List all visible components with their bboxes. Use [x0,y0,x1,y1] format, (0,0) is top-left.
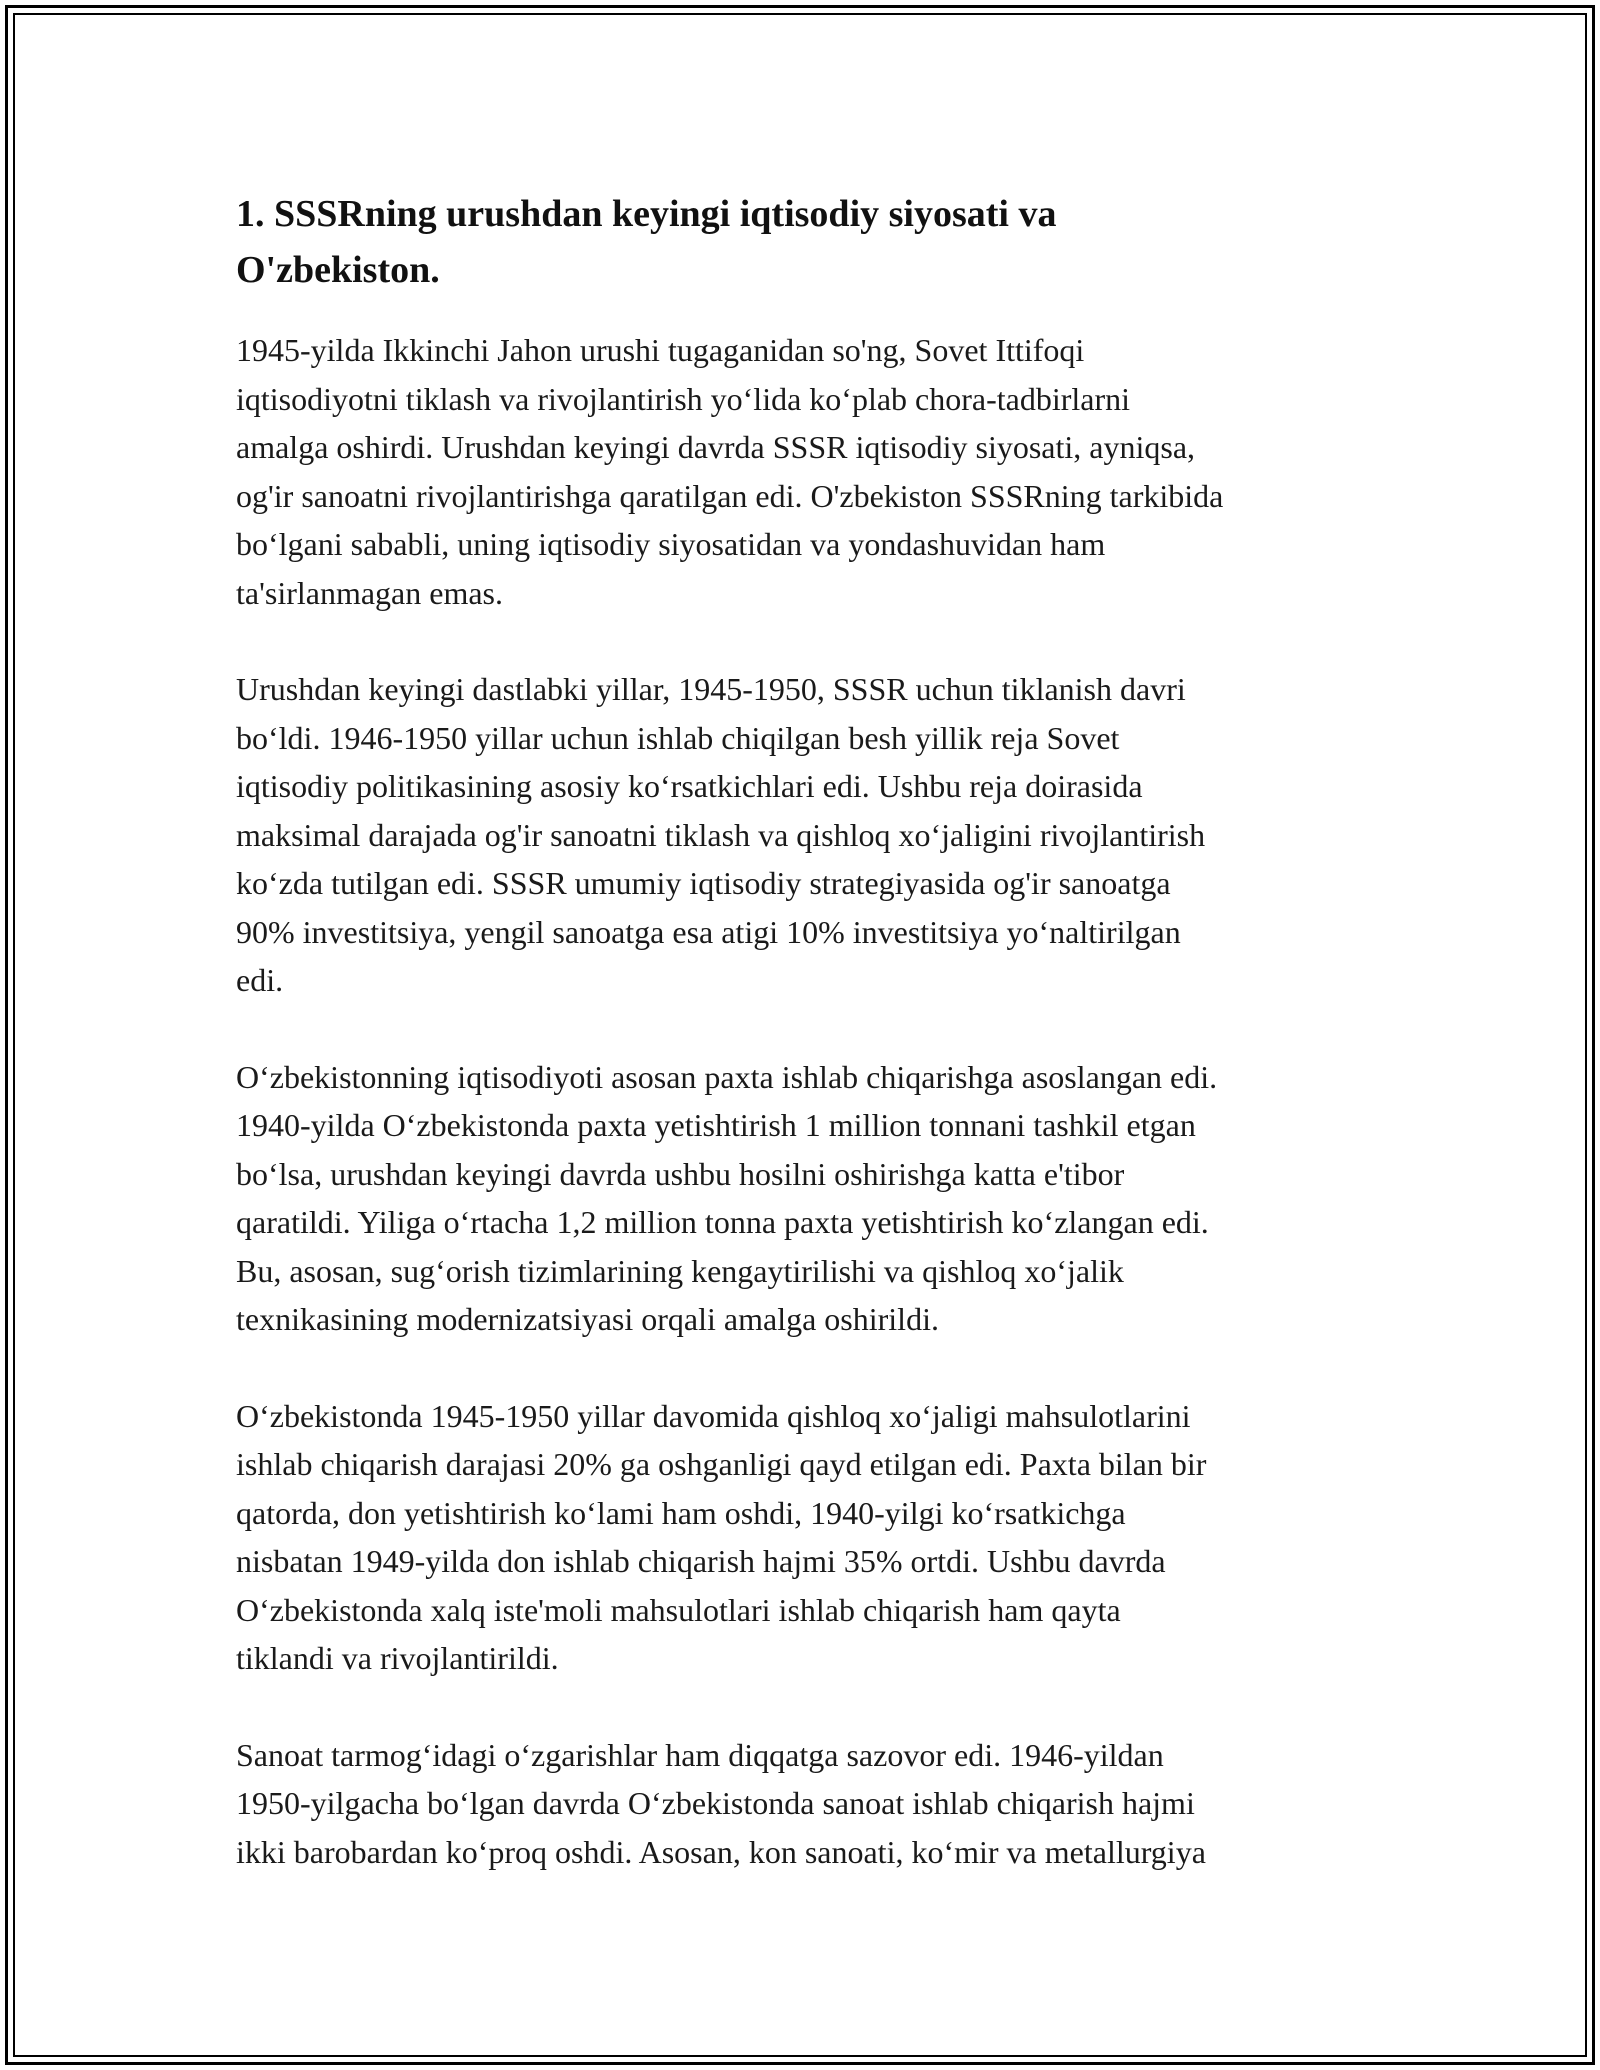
paragraph-4: O‘zbekistonda 1945-1950 yillar davomida qishloq xo‘jaligi mahsulotlarini ishlab chiqarish darajasi 20% ga oshganligi qayd etilgan edi. Paxta bilan bir qatorda, don yetishtirish ko‘lami ham oshdi, 1940-yilgi ko‘rsatkichga nisbatan 1949-yilda don ishlab chiqarish hajmi 35% ortdi. Ushbu davrda O‘zbekistonda xalq iste'moli mahsulotlari ishlab chiqarish ham qayta tiklandi va rivojlantirildi. [236,1397,1207,1676]
paragraph-2: Urushdan keyingi dastlabki yillar, 1945-1950, SSSR uchun tiklanish davri bo‘ldi. 1946-1950 yillar uchun ishlab chiqilgan besh yillik reja Sovet iqtisodiy politikasining asosiy ko‘rsatkichlari edi. Ushbu reja doirasida maksimal darajada og'ir sanoatni tiklash va qishloq xo‘jaligini rivojlantirish ko‘zda tutilgan edi. SSSR umumiy iqtisodiy strategiyasida og'ir sanoatga 90% investitsiya, yengil sanoatga esa atigi 10% investitsiya yo‘naltirilgan edi. [236,671,1206,998]
paragraph-5: Sanoat tarmog‘idagi o‘zgarishlar ham diqqatga sazovor edi. 1946-yildan 1950-yilgacha bo‘lgan davrda O‘zbekistonda sanoat ishlab chiqarish hajmi ikki barobardan ko‘proq oshdi. Asosan, kon sanoati, ko‘mir va metallurgiya [236,1736,1206,1870]
paragraph-1: 1945-yilda Ikkinchi Jahon urushi tugaganidan so'ng, Sovet Ittifoqi iqtisodiyotni tiklash va rivojlantirish yo‘lida ko‘plab chora-tadbirlarni amalga oshirdi. Urushdan keyingi davrda SSSR iqtisodiy siyosati, ayniqsa, og'ir sanoatni rivojlantirishga qaratilgan edi. O'zbekiston SSSRning tarkibida bo‘lgani sababli, uning iqtisodiy siyosatidan va yondashuvidan ham ta'sirlanmagan emas. [236,332,1224,611]
section-heading: 1. SSSRning urushdan keyingi iqtisodiy siyosati va O'zbekiston. [236,193,1057,291]
document-body [236,186,1396,1924]
paragraph-3: O‘zbekistonning iqtisodiyoti asosan paxta ishlab chiqarishga asoslangan edi. 1940-yilda O‘zbekistonda paxta yetishtirish 1 million tonnani tashkil etgan bo‘lsa, urushdan keyingi davrda ushbu hosilni oshirishga katta e'tibor qaratildi. Yiliga o‘rtacha 1,2 million tonna paxta yetishtirish ko‘zlangan edi. Bu, asosan, sug‘orish tizimlarining kengaytirilishi va qishloq xo‘jalik texnikasining modernizatsiyasi orqali amalga oshirildi. [236,1058,1218,1337]
